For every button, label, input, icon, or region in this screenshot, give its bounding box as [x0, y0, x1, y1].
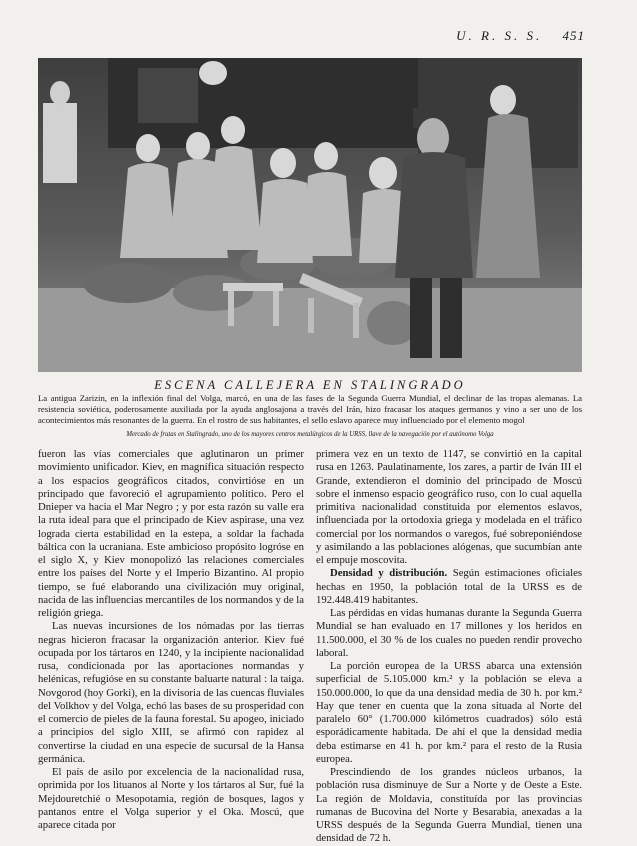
paragraph: Prescindiendo de los grandes núcleos urbanos, la población rusa disminuye de Sur a Norte y de Oeste a Este. La región de Moldavia, constituída por las provincias rumanas de Bucovina del Norte y Besarabia, anexadas a la URSS después de la Segunda Guerra Mundial, tienen una densidad de 72 h. [316, 766, 582, 845]
caption-title: ESCENA CALLEJERA EN STALINGRADO [154, 378, 466, 392]
page-number: 451 [562, 28, 585, 43]
paragraph: La porción europea de la URSS abarca una extensión superficial de 5.105.000 km.² y la población se eleva a 150.000.000, lo que da una densidad media de 30 h. por km.² Hay que tener en cuenta que la zona situada al Norte del paralelo 60° (1.700.000 kilómetros cuadrados) sólo está esporádicamente habitada. De ahí el que la densidad media deba estimarse en 41 h. por km.² para el resto de la Rusia europea. [316, 660, 582, 765]
caption-credit: Mercado de frutas en Stalingrado, uno de los mayores centros metalúrgicos de la URSS, llave de la navegación por el autónomo Volga [126, 431, 494, 438]
photo-illustration [38, 58, 582, 372]
paragraph: Las pérdidas en vidas humanas durante la Segunda Guerra Mundial se han evaluado en 17 millones y los heridos en 11.500.000, el 30 % de los cuales no pueden rendir provecho laboral. [316, 607, 582, 659]
market-photo [38, 58, 582, 372]
paragraph: El país de asilo por excelencia de la nacionalidad rusa, oprimida por los lituanos al Norte y los tártaros al Sur, fué la Mejdouretchié o Mesopotamia, región de bosques, lagos y pantanos entre el Volga superior y el Oka. Moscú, que aparece citada por [38, 766, 304, 831]
paragraph: fueron las vías comerciales que aglutinaron un primer movimiento unificador. Kiev, en magnífica situación respecto a los espacios geográficos citados, convirtióse en un principado que favoreció el agrupamiento político. Pero el Dnieper va hacia el Mar Negro ; y por esta razón su valle era la ruta ideal para que el principado de Kiev aspirase, una vez lograda cierta estabilidad en la estepa, a soldar la fachada báltica con la ucraniana. Este ambicioso propósito logróse en el siglo X, y Kiev monopolizó las relaciones comerciales entre los países del Norte y el Imperio Bizantino. Al propio tiempo, se fué elaborando una civilización muy original, nacida de las influencias mercantiles de los normandos y de la religión griega. [38, 448, 304, 619]
left-column [38, 448, 304, 832]
paragraph-text: Según estimaciones oficiales hechas en 1950, la población total de la URSS es de 192.448.419 habitantes. [316, 567, 583, 606]
paragraph-with-heading [316, 567, 582, 607]
header-title: U. R. S. S. [456, 28, 543, 43]
section-heading: Densidad y distribución. [330, 567, 448, 580]
right-column [316, 448, 582, 846]
paragraph: primera vez en un texto de 1147, se convirtió en la capital rusa en 1263. Paulatinamente, los zares, a partir de Iván III el Grande, extendieron el dominio del principado de Moscú sobre el inmenso espacio geográfico ruso, con lo cual aquella primitiva nacionalidad constituida por elementos eslavos, influenciada por la ortodoxia griega y modelada en el tráfico comercial por los normandos o varegos, fué sobreponiéndose y asimilando a las poblaciones alógenas, que sucumbían ante el empuje moscovita. [316, 448, 582, 566]
paragraph: Las nuevas incursiones de los nómadas por las tierras negras hicieron fracasar la organización anterior. Kiev fué ocupada por los tártaros en 1240, y la incipiente nacionalidad rusa, condicionada por las aportaciones normandas y helénicas, refugióse en su constante baluarte natural : la taiga. Novgorod (hoy Gorki), en la divisoria de las cuencas fluviales del Volkhov y del Volga, echó las bases de su prosperidad con el comercio de pieles de la fauna forestal. Su apogeo, iniciado a principios del siglo XIII, se afirmó con rapidez al convertirse la ciudad en una especie de sucursal de la Hansa germánica. [38, 620, 304, 765]
running-header [456, 28, 585, 44]
caption-body: La antigua Zarizin, en la inflexión final del Volga, marcó, en una de las fases de la Segunda Guerra Mundial, el declinar de las tropas alemanas. La resistencia soviética, poderosamente auxiliada por la ayuda anglosajona a través del Irán, hizo fracasar los ataques germanos y vino a ser uno de los acontecimientos más resonantes de la guerra. En el rostro de sus habitantes, el sello eslavo aparece muy influenciado por el elemento mogol [38, 393, 582, 425]
